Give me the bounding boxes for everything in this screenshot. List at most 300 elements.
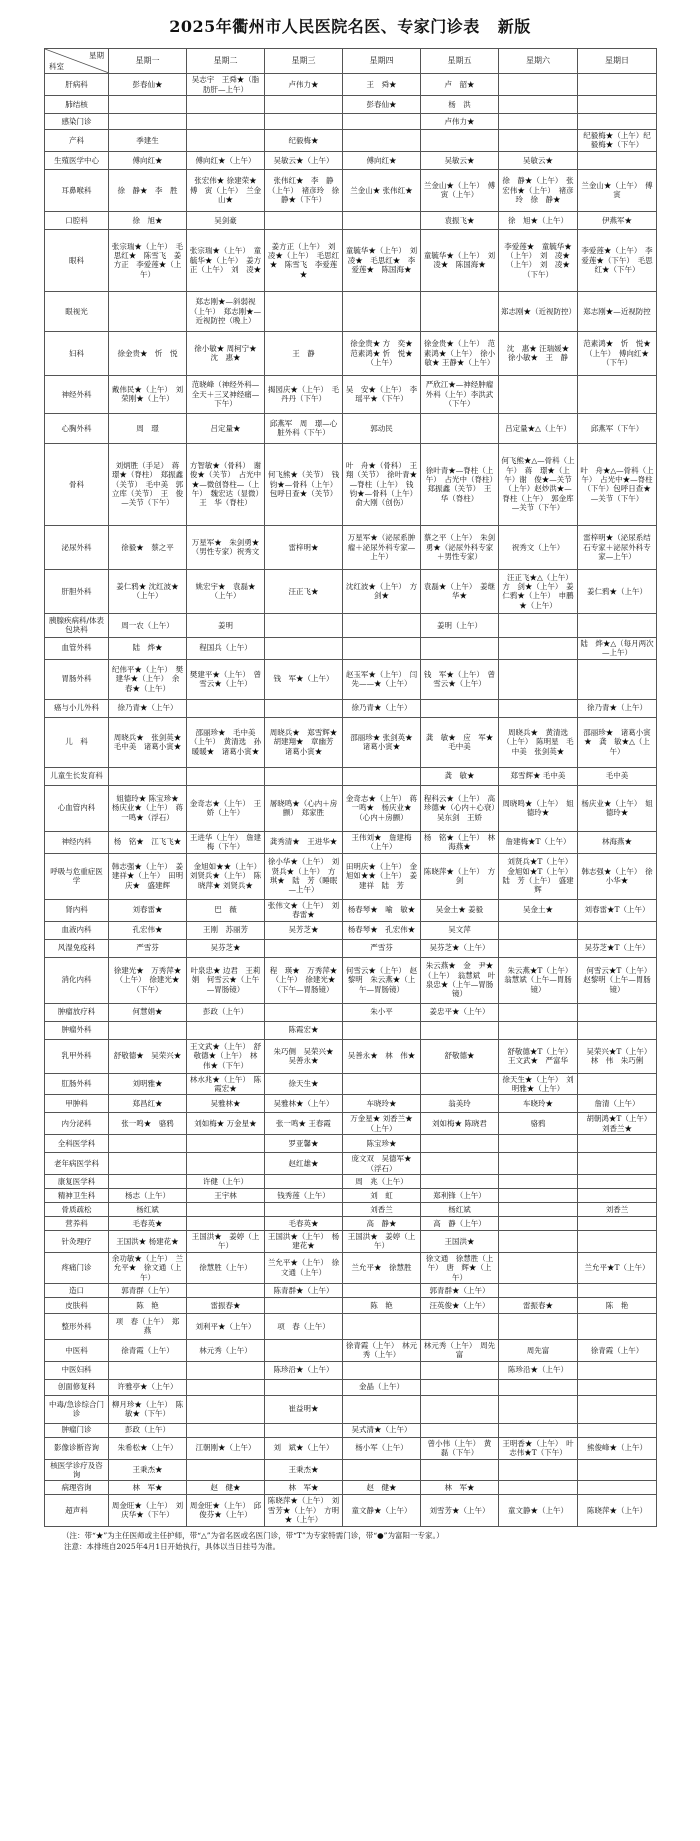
schedule-cell (499, 114, 578, 130)
schedule-cell: 王 舜★ (343, 74, 421, 96)
table-row (45, 1395, 657, 1423)
table-row (45, 1003, 657, 1021)
schedule-cell: 周 璟 (109, 413, 187, 443)
schedule-cell: 卢伟力★ (421, 114, 499, 130)
schedule-cell: 郑志刚★—近视防控 (578, 291, 657, 331)
schedule-cell: 钱秀莲（上午） (265, 1189, 343, 1203)
schedule-cell (499, 74, 578, 96)
dept-name: 骨质疏松 (45, 1203, 109, 1217)
schedule-cell: 陈晓萍★（上午） 方 剑 (421, 853, 499, 899)
schedule-cell: 刘香兰 (343, 1203, 421, 1217)
schedule-cell: 邵丽珍★ 张剑英★ 诸葛小寅★ (343, 717, 421, 767)
schedule-cell: 刘春雷★T（上午） (578, 899, 657, 921)
schedule-cell (265, 1203, 343, 1217)
schedule-cell: 陈晓萍★（上午） (578, 1495, 657, 1526)
schedule-cell: 金奇志★（上午） 蒋一鸣★ 杨庆业★（心内＋房颤） (343, 785, 421, 831)
dept-name: 妇科 (45, 331, 109, 375)
schedule-cell (578, 1135, 657, 1153)
schedule-cell: 李爱莲★（上午） 李爱莲★（下午） 毛思红★（下午） (578, 229, 657, 291)
schedule-cell: 徐青霞（上午） (109, 1339, 187, 1361)
schedule-cell: 刘如梅★ 陈晓君 (421, 1113, 499, 1135)
dept-name: 中医科 (45, 1339, 109, 1361)
schedule-cell: 张宗瑞★（上午） 毛思红★ 陈雪飞 姜方正 李爱莲★（上午） (109, 229, 187, 291)
dept-name: 胰腺疾病科/体表包块科 (45, 613, 109, 637)
schedule-cell (187, 1379, 265, 1395)
table-row (45, 525, 657, 569)
table-row (45, 211, 657, 229)
schedule-cell: 赵 健★ (343, 1481, 421, 1495)
schedule-cell: 童毓华★（上午） 刘 凌★ 陈国海★ (421, 229, 499, 291)
schedule-cell: 林元秀（上午） 周先富 (421, 1339, 499, 1361)
schedule-cell (578, 1217, 657, 1231)
dept-name: 疼痛门诊 (45, 1252, 109, 1283)
schedule-cell (421, 637, 499, 659)
schedule-cell: 王 静 (265, 331, 343, 375)
footnote-legend: （注：带“★”为主任医师或主任护师，带“△”为省名医或名医门诊，带“T”为专家特需门诊，带“●”为富阳一专家。） (62, 1531, 444, 1540)
schedule-cell: 杨红斌 (421, 1203, 499, 1217)
schedule-cell: 陈宝珍★ (343, 1135, 421, 1153)
schedule-cell: 兰允平★（上午） 徐文通（上午） (265, 1252, 343, 1283)
schedule-cell (109, 1021, 187, 1039)
schedule-cell: 郭动民 (343, 413, 421, 443)
schedule-cell: 程国兵（上午） (187, 637, 265, 659)
schedule-cell: 罗亚馨★ (265, 1135, 343, 1153)
dept-name: 中毒/急诊综合门诊 (45, 1395, 109, 1423)
schedule-cell (578, 1153, 657, 1175)
schedule-cell: 徐慧胜（上午） (187, 1252, 265, 1283)
table-row (45, 717, 657, 767)
schedule-cell (499, 375, 578, 413)
table-row (45, 1283, 657, 1297)
table-row (45, 767, 657, 785)
schedule-cell: 舒敬德★ (421, 1039, 499, 1073)
schedule-cell: 周金旺★（上午） 刘庆华★（下午） (109, 1495, 187, 1526)
table-row (45, 1313, 657, 1339)
schedule-cell: 徐建光★ 万秀萍★（上午） 徐建光★（下午） (109, 957, 187, 1003)
schedule-cell: 徐乃青★（上午） (578, 699, 657, 717)
schedule-cell: 钱 军★（上午） (265, 659, 343, 699)
schedule-cell (578, 1459, 657, 1481)
schedule-cell: 刘春雷★ (109, 899, 187, 921)
schedule-cell: 舒敬德★T（上午） 王文武★ 严富华 (499, 1039, 578, 1073)
schedule-cell: 崔益明★ (265, 1395, 343, 1423)
schedule-cell (499, 699, 578, 717)
schedule-cell (265, 637, 343, 659)
schedule-cell: 陈 艳 (343, 1297, 421, 1313)
table-row (45, 1175, 657, 1189)
schedule-cell: 邵丽珍★ 毛中美（上午） 黄清选 孙暖暖★ 诸葛小寅★ (187, 717, 265, 767)
dept-name: 胃肠外科 (45, 659, 109, 699)
schedule-cell (187, 1283, 265, 1297)
schedule-cell (265, 767, 343, 785)
schedule-cell: 徐叶青★—脊柱（上午） 占光中（脊柱） 郑振鑫（关节） 王 华（脊柱） (421, 443, 499, 525)
schedule-cell: 林 军★ (265, 1481, 343, 1495)
schedule-cell: 汪英俊★（上午） (421, 1297, 499, 1313)
schedule-cell: 詹建梅★T（上午） (499, 831, 578, 853)
schedule-cell: 郭青群（上午） (109, 1283, 187, 1297)
schedule-cell (499, 1135, 578, 1153)
dept-name: 内分泌科 (45, 1113, 109, 1135)
schedule-cell (187, 767, 265, 785)
schedule-cell: 田明庆★（上午） 金旭如★★（上午） 姜建祥 陆 芳 (343, 853, 421, 899)
schedule-cell: 朱希松★（上午） (109, 1437, 187, 1459)
schedule-cell: 江朝刚★（上午） (187, 1437, 265, 1459)
schedule-cell: 沈 惠★ 汪瑞媛★ 徐小敏★ 王 静 (499, 331, 578, 375)
schedule-cell (109, 767, 187, 785)
schedule-cell: 韩志强★（上午） 徐小华★ (578, 853, 657, 899)
schedule-cell (421, 1073, 499, 1095)
schedule-cell: 周晓兵★ 张剑英★ 毛中美 诸葛小寅★ (109, 717, 187, 767)
schedule-cell: 樊建平★（上午） 曾雪云★（上午） (187, 659, 265, 699)
schedule-cell (421, 1175, 499, 1189)
schedule-cell: 姜明（上午） (421, 613, 499, 637)
schedule-cell: 叶泉忠★ 边君 王莉娟 何雪云★（上午—胃肠镜） (187, 957, 265, 1003)
schedule-cell: 刘雪芳★（上午） (421, 1495, 499, 1526)
schedule-cell: 刘 虹 (343, 1189, 421, 1203)
dept-name: 神经外科 (45, 375, 109, 413)
schedule-cell: 翁美玲 (421, 1095, 499, 1113)
table-row (45, 291, 657, 331)
schedule-cell (499, 659, 578, 699)
table-row (45, 1423, 657, 1437)
schedule-cell: 徐金贵★（上午） 范素鸿★（上午） 徐小敏★ 王静★（上午） (421, 331, 499, 375)
schedule-cell: 刘香兰 (578, 1203, 657, 1217)
table-row (45, 939, 657, 957)
schedule-cell (343, 1073, 421, 1095)
schedule-cell (421, 1153, 499, 1175)
schedule-cell (499, 1175, 578, 1189)
table-row (45, 1217, 657, 1231)
title-text: 2025年衢州市人民医院名医、专家门诊表 (169, 17, 480, 36)
table-row (45, 831, 657, 853)
schedule-cell: 纪毅梅★（上午）纪毅梅★（下午） (578, 130, 657, 152)
schedule-cell (187, 1217, 265, 1231)
table-row (45, 699, 657, 717)
schedule-cell: 童文静★（上午） (499, 1495, 578, 1526)
schedule-cell: 吴芬芝★（上午） (421, 939, 499, 957)
schedule-cell (343, 211, 421, 229)
schedule-cell (265, 96, 343, 114)
schedule-cell (499, 1189, 578, 1203)
schedule-cell: 兰金山★（上午） 傅 寅（上午） (421, 169, 499, 211)
table-row (45, 413, 657, 443)
schedule-cell (578, 1361, 657, 1379)
schedule-cell: 林 军★ (109, 1481, 187, 1495)
schedule-cell (499, 637, 578, 659)
schedule-cell: 徐金贵★ 忻 悦 (109, 331, 187, 375)
schedule-cell: 陈霞宏★ (265, 1021, 343, 1039)
table-row (45, 114, 657, 130)
schedule-cell (499, 1379, 578, 1395)
schedule-cell (421, 291, 499, 331)
dept-name: 心血管内科 (45, 785, 109, 831)
schedule-cell: 雷振春★ (499, 1297, 578, 1313)
table-row (45, 1437, 657, 1459)
dept-name: 乳甲外科 (45, 1039, 109, 1073)
table-row (45, 1459, 657, 1481)
schedule-cell: 陈 艳 (109, 1297, 187, 1313)
schedule-cell: 林 军★ (421, 1481, 499, 1495)
schedule-cell (499, 1231, 578, 1253)
schedule-cell: 许健（上午） (187, 1175, 265, 1189)
schedule-cell (109, 1361, 187, 1379)
dept-name: 儿 科 (45, 717, 109, 767)
schedule-cell (421, 413, 499, 443)
schedule-cell: 汪正飞★ (265, 569, 343, 613)
schedule-cell (499, 1395, 578, 1423)
schedule-cell: 徐 静★（上午） 张宏伟★（上午） 褚彦玲 徐 静★ (499, 169, 578, 211)
schedule-cell (421, 1395, 499, 1423)
table-row (45, 1361, 657, 1379)
table-row (45, 1189, 657, 1203)
schedule-cell: 吴敏云★（上午） (265, 151, 343, 169)
schedule-cell (499, 1252, 578, 1283)
schedule-cell: 周晓兵★ 黄清选（上午） 陈明星 毛中美 张剑英★ (499, 717, 578, 767)
schedule-cell: 吴金土★ 姜毅 (421, 899, 499, 921)
dept-name: 风湿免疫科 (45, 939, 109, 957)
schedule-cell: 徐乃青★（上午） (109, 699, 187, 717)
table-row (45, 375, 657, 413)
day-header: 星期日 (578, 49, 657, 74)
schedule-cell: 毛春英★ (109, 1217, 187, 1231)
schedule-cell (343, 1395, 421, 1423)
schedule-cell: 彭政（上午） (109, 1423, 187, 1437)
schedule-cell: 姚宏宇★ 袁磊★（上午） (187, 569, 265, 613)
dept-name: 泌尿外科 (45, 525, 109, 569)
schedule-cell: 舒敬德★ 吴荣兴★ (109, 1039, 187, 1073)
dept-name: 骨科 (45, 443, 109, 525)
dept-name: 营养科 (45, 1217, 109, 1231)
table-row (45, 659, 657, 699)
schedule-cell: 吴芬芝★T（上午） (578, 939, 657, 957)
schedule-cell (343, 1283, 421, 1297)
dept-name: 呼吸与危重症医学 (45, 853, 109, 899)
dept-name: 血管外科 (45, 637, 109, 659)
corner-cell (45, 49, 109, 74)
schedule-cell (187, 1395, 265, 1423)
schedule-cell: 金旭如★★（上午） 刘贤兵★（上午） 陈晓萍★ 刘贤兵★ (187, 853, 265, 899)
schedule-cell (578, 1073, 657, 1095)
schedule-cell: 项 春（上午） (265, 1313, 343, 1339)
schedule-cell (421, 130, 499, 152)
dept-name: 康复医学科 (45, 1175, 109, 1189)
schedule-cell: 曾小伟（上午） 黄 磊（下午） (421, 1437, 499, 1459)
schedule-cell: 吴芳芝★ (265, 921, 343, 939)
schedule-cell (187, 1203, 265, 1217)
schedule-cell: 车晓玲★ (343, 1095, 421, 1113)
schedule-cell (499, 939, 578, 957)
table-row (45, 569, 657, 613)
schedule-cell (578, 613, 657, 637)
schedule-cell (265, 1175, 343, 1189)
table-row (45, 229, 657, 291)
dept-name: 肺结核 (45, 96, 109, 114)
schedule-cell: 陈青群★（上午） (265, 1283, 343, 1297)
schedule-cell: 王国洪★ 姜婷（上午） (187, 1231, 265, 1253)
footnotes (62, 1531, 662, 1552)
dept-name: 创面修复科 (45, 1379, 109, 1395)
dept-name: 神经内科 (45, 831, 109, 853)
schedule-cell: 徐乃青★（上午） (343, 699, 421, 717)
table-row (45, 853, 657, 899)
schedule-cell: 邵丽珍★ 诸葛小寅★ 龚 敏★△（上午） (578, 717, 657, 767)
schedule-cell: 杨春琴★ 喻 敏★ (343, 899, 421, 921)
schedule-cell (265, 114, 343, 130)
schedule-cell (265, 1379, 343, 1395)
table-row (45, 1203, 657, 1217)
corner-dept-label: 科室 (49, 61, 64, 71)
table-row (45, 1495, 657, 1526)
schedule-cell: 项 春（上午） 郑 燕 (109, 1313, 187, 1339)
table-row (45, 957, 657, 1003)
schedule-cell: 兰金山★ 张伟红★ (343, 169, 421, 211)
dept-name: 肝病科 (45, 74, 109, 96)
schedule-cell (343, 1459, 421, 1481)
edition-label: 新版 (497, 17, 531, 36)
dept-name: 病理咨询 (45, 1481, 109, 1495)
schedule-cell (421, 1459, 499, 1481)
schedule-cell: 王秉杰★ (265, 1459, 343, 1481)
dept-name: 产科 (45, 130, 109, 152)
schedule-cell (421, 1423, 499, 1437)
schedule-cell: 朱巧侧 吴荣兴★ 吴善永★ (265, 1039, 343, 1073)
day-header: 星期六 (499, 49, 578, 74)
schedule-cell: 纪毅梅★ (265, 130, 343, 152)
schedule-cell: 范素鸿★ 忻 悦★（上午） 傅向红★（下午） (578, 331, 657, 375)
day-header: 星期三 (265, 49, 343, 74)
schedule-cell: 万星军★ 朱剑勇★（男性专家）祝秀文 (187, 525, 265, 569)
schedule-cell: 郑利锋（上午） (421, 1189, 499, 1203)
schedule-cell: 吴文萍 (421, 921, 499, 939)
schedule-cell: 汪正飞★△（上午） 方 剑★（上午） 姜仁鸦★（上午） 申鹏★（上午） (499, 569, 578, 613)
dept-name: 感染门诊 (45, 114, 109, 130)
schedule-cell: 袁振飞★ (421, 211, 499, 229)
dept-name: 消化内科 (45, 957, 109, 1003)
dept-name: 眼视光 (45, 291, 109, 331)
schedule-cell: 刘炳胜（手足） 蒋 璟★（脊柱） 郑振鑫（关节） 毛中美 郭立库（关节） 王 俊—关节（下午） (109, 443, 187, 525)
schedule-cell: 姜仁鸦★ 沈红波★（上午） (109, 569, 187, 613)
schedule-cell: 徐天生★（上午） 刘明雅★（上午） (499, 1073, 578, 1095)
schedule-cell: 童毓华★（上午） 刘 凌★ 毛思红★ 李爱莲★ 陈国海★ (343, 229, 421, 291)
schedule-cell: 余功敏★（上午） 兰允平★ 徐文通（上午） (109, 1252, 187, 1283)
table-row (45, 169, 657, 211)
dept-name: 精神卫生科 (45, 1189, 109, 1203)
table-row (45, 96, 657, 114)
schedule-cell: 范晓峰（神经外科—全天＋三叉神经痛—下午） (187, 375, 265, 413)
schedule-cell: 姜明 (187, 613, 265, 637)
schedule-cell: 雷振春★ (187, 1297, 265, 1313)
schedule-cell: 吴芬芝★ (187, 939, 265, 957)
schedule-cell: 熊俊峰★（上午） (578, 1437, 657, 1459)
schedule-cell (187, 1361, 265, 1379)
schedule-cell: 刘如梅★ 万金星★ (187, 1113, 265, 1135)
schedule-cell: 张伟文★（上午） 刘春雷★ (265, 899, 343, 921)
schedule-cell: 万金星★ 刘香兰★（上午） (343, 1113, 421, 1135)
schedule-cell: 吕定量★△（上午） (499, 413, 578, 443)
schedule-cell (578, 1313, 657, 1339)
schedule-cell: 林水兆★（上午） 陈霞宏★ (187, 1073, 265, 1095)
schedule-cell (578, 1423, 657, 1437)
schedule-cell (343, 1361, 421, 1379)
schedule-cell: 吴雅林★（上午） (265, 1095, 343, 1113)
schedule-cell: 詹清（上午） (578, 1095, 657, 1113)
dept-name: 甲肿科 (45, 1095, 109, 1113)
schedule-cell (578, 1175, 657, 1189)
schedule-cell (499, 1003, 578, 1021)
schedule-cell: 杨 铭★ 江飞飞★ (109, 831, 187, 853)
schedule-cell: 王进华（上午） 詹建梅（下午） (187, 831, 265, 853)
schedule-cell: 吴荣兴★T（上午） 林 伟 朱巧俐 (578, 1039, 657, 1073)
schedule-cell: 何飞熊★△—骨科（上午） 蒋 璟★（上午）谢 俊★—关节（上午）赵炒洪★—脊柱（上午） 郭金库—关节（下午） (499, 443, 578, 525)
schedule-cell: 钱 军★（上午） 曾雪云★（上午） (421, 659, 499, 699)
schedule-cell: 金晶（上午） (343, 1379, 421, 1395)
table-row (45, 1095, 657, 1113)
schedule-cell: 王伟刘★ 詹建梅（上午） (343, 831, 421, 853)
schedule-cell: 袁磊★（上午） 姜继华★ (421, 569, 499, 613)
schedule-cell: 柳月珍★（上午） 陈敏★（下午） (109, 1395, 187, 1423)
schedule-cell: 程 瑛★ 万秀萍★（上午） 徐建光★（下午—胃肠镜） (265, 957, 343, 1003)
page-title (0, 14, 700, 37)
dept-name: 全科医学科 (45, 1135, 109, 1153)
schedule-cell: 彭春仙★ (109, 74, 187, 96)
schedule-cell: 刘利平★（上午） (187, 1313, 265, 1339)
schedule-cell: 徐 静★ 李 胜 (109, 169, 187, 211)
schedule-cell: 庞文双 吴德军★（浮石） (343, 1153, 421, 1175)
schedule-cell: 杨春琴★ 孔宏伟★ (343, 921, 421, 939)
table-row (45, 785, 657, 831)
schedule-cell: 纪伟平★（上午） 樊建华★（上午） 余 春★（上午） (109, 659, 187, 699)
schedule-cell (421, 699, 499, 717)
schedule-cell: 傅向红★ (109, 151, 187, 169)
schedule-cell (265, 291, 343, 331)
dept-name: 眼科 (45, 229, 109, 291)
dept-name: 癌与小儿外科 (45, 699, 109, 717)
schedule-cell (343, 767, 421, 785)
schedule-cell: 郭青群★（上午） (421, 1283, 499, 1297)
schedule-cell: 卢伟力★ (265, 74, 343, 96)
schedule-cell: 龚秀清★ 王进华★ (265, 831, 343, 853)
table-row (45, 1135, 657, 1153)
schedule-cell: 车晓玲★ (499, 1095, 578, 1113)
day-header: 星期二 (187, 49, 265, 74)
schedule-cell: 朱云燕★ 金 尹★（上午） 翁慧斌 叶泉忠★（上午—胃肠镜） (421, 957, 499, 1003)
schedule-cell (578, 1481, 657, 1495)
schedule-cell: 朱云燕★T（上午） 翁慧斌（上午—胃肠镜） (499, 957, 578, 1003)
schedule-cell: 王秉杰★ (109, 1459, 187, 1481)
schedule-cell (265, 1423, 343, 1437)
schedule-cell: 周晓鸣★（上午） 姐德玲★ (499, 785, 578, 831)
schedule-cell: 吕定量★ (187, 413, 265, 443)
schedule-cell: 严欣江★—神经肿瘤外科（上午）李洪武（下午） (421, 375, 499, 413)
schedule-cell: 周金旺★（上午） 邱俊芬★（上午） (187, 1495, 265, 1526)
schedule-cell: 傅向红★ (343, 151, 421, 169)
schedule-cell: 郑雪辉★ 毛中美 (499, 767, 578, 785)
schedule-cell (421, 1313, 499, 1339)
schedule-cell: 林元秀（上午） (187, 1339, 265, 1361)
dept-name: 儿童生长发育科 (45, 767, 109, 785)
schedule-cell: 吴雅林★ (187, 1095, 265, 1113)
schedule-cell: 雷梓明★ (265, 525, 343, 569)
schedule-cell: 雷梓明★（泌尿系结石专家＋泌尿外科专家—上午） (578, 525, 657, 569)
schedule-cell (499, 1423, 578, 1437)
schedule-cell (499, 96, 578, 114)
schedule-cell: 姐德玲★ 陈宝珍★ 杨庆业★（上午） 蒋一鸣★（浮石） (109, 785, 187, 831)
schedule-cell: 蔡之平（上午） 朱剑勇★（泌尿外科专家＋男性专家） (421, 525, 499, 569)
schedule-cell (265, 613, 343, 637)
schedule-cell: 赵 健★ (187, 1481, 265, 1495)
schedule-cell: 屠晓鸣★（心内＋房颤） 郑家胜 (265, 785, 343, 831)
dept-name: 口腔科 (45, 211, 109, 229)
